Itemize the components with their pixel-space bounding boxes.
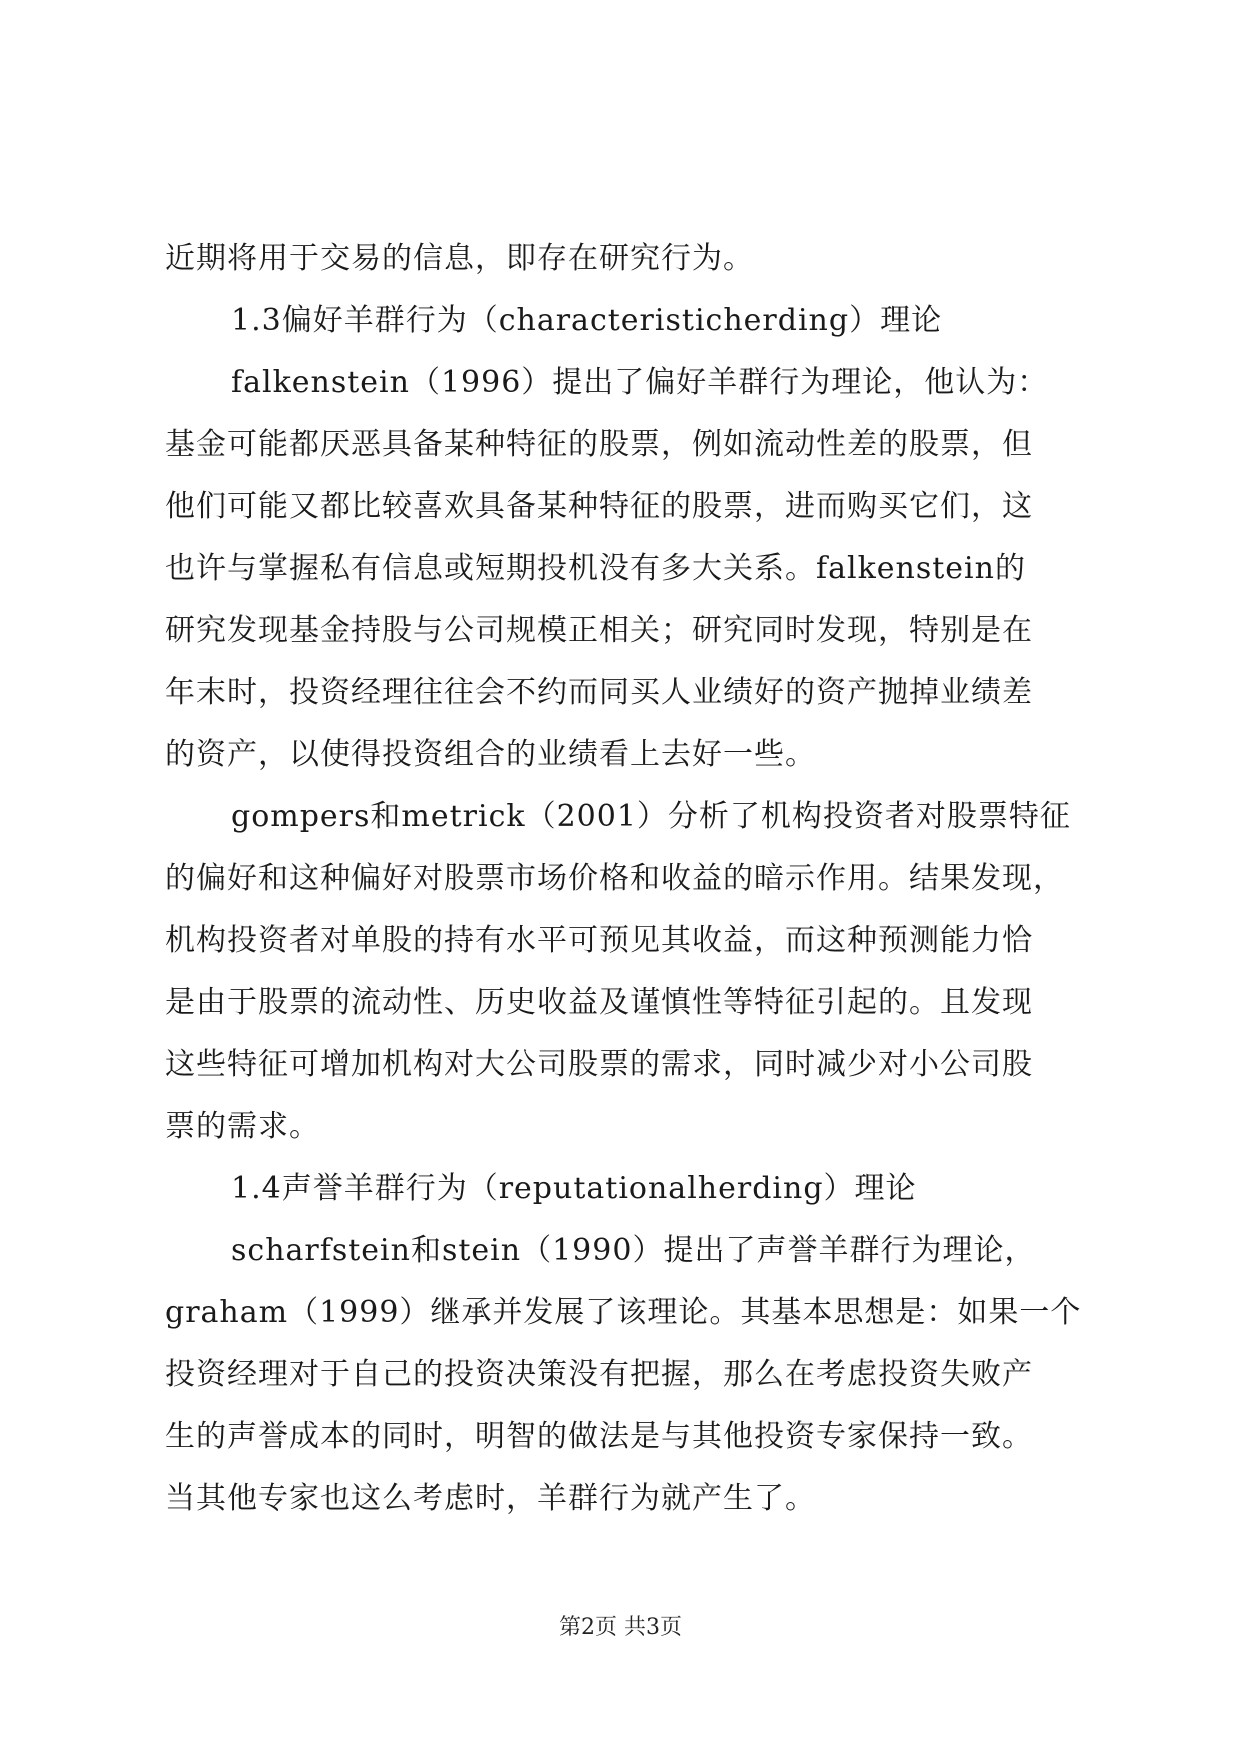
text-line: 生的声誉成本的同时，明智的做法是与其他投资专家保持一致。: [165, 1419, 1033, 1454]
text-line: 的资产，以使得投资组合的业绩看上去好一些。: [165, 737, 816, 772]
text-line: 的偏好和这种偏好对股票市场价格和收益的暗示作用。结果发现，: [165, 861, 1064, 896]
text-line: 是由于股票的流动性、历史收益及谨慎性等特征引起的。且发现: [165, 985, 1033, 1020]
text-line: 1.4声誉羊群行为（reputationalherding）理论: [231, 1171, 917, 1206]
text-line: 投资经理对于自己的投资决策没有把握，那么在考虑投资失败产: [165, 1357, 1033, 1392]
text-line: 他们可能又都比较喜欢具备某种特征的股票，进而购买它们，这: [165, 489, 1033, 524]
text-line: 年末时，投资经理往往会不约而同买人业绩好的资产抛掉业绩差: [165, 675, 1033, 710]
text-line: graham（1999）继承并发展了该理论。其基本思想是：如果一个: [165, 1295, 1082, 1330]
text-line: 这些特征可增加机构对大公司股票的需求，同时减少对小公司股: [165, 1047, 1033, 1082]
text-line: 基金可能都厌恶具备某种特征的股票，例如流动性差的股票，但: [165, 427, 1033, 462]
text-line: 票的需求。: [165, 1109, 320, 1144]
text-line: gompers和metrick（2001）分析了机构投资者对股票特征: [231, 799, 1071, 834]
text-line: falkenstein（1996）提出了偏好羊群行为理论，他认为：: [231, 365, 1049, 400]
page-number-footer: 第2页 共3页: [559, 1615, 682, 1640]
text-line: 近期将用于交易的信息，即存在研究行为。: [165, 241, 754, 276]
document-body: [165, 228, 1115, 1530]
text-line: 当其他专家也这么考虑时，羊群行为就产生了。: [165, 1481, 816, 1516]
text-line: 研究发现基金持股与公司规模正相关；研究同时发现，特别是在: [165, 613, 1033, 648]
text-line: 机构投资者对单股的持有水平可预见其收益，而这种预测能力恰: [165, 923, 1033, 958]
text-line: scharfstein和stein（1990）提出了声誉羊群行为理论，: [231, 1233, 1036, 1268]
text-line: 1.3偏好羊群行为（characteristicherding）理论: [231, 303, 943, 338]
text-line: 也许与掌握私有信息或短期投机没有多大关系。falkenstein的: [165, 551, 1026, 586]
